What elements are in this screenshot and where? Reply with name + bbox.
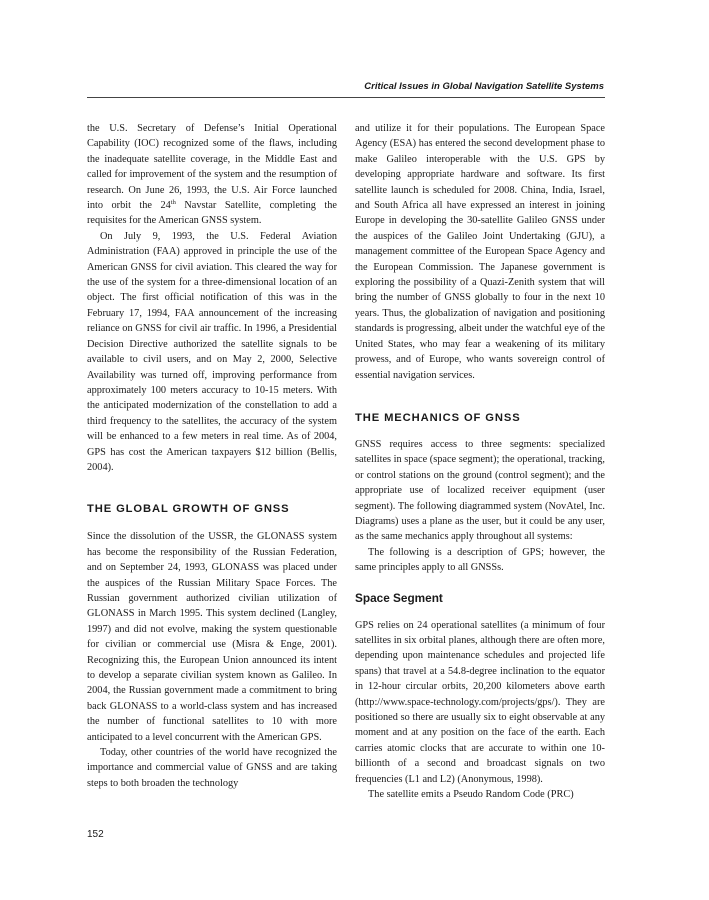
heading-space-segment: Space Segment xyxy=(355,590,443,605)
right-column xyxy=(355,121,605,802)
left-paragraph-4: Today, other countries of the world have recognized the importance and commercial value of GNSS and are taking steps to both broaden the technology xyxy=(87,747,337,789)
left-paragraph-3: Since the dissolution of the USSR, the GLONASS system has become the responsibility of the Russian Federation, and on September 24, 1993, GLONASS was placed under the auspices of the Russian Military Space Forces. The Russian government authorized civilian utilization of GLONASS in March 1995. This system declined (Langley, 1997) and did not evolve, making the system questionable for civilian or commercial use (Misra & Enge, 2001). Recognizing this, the European Union announced its intent to develop a separate civilian system known as Galileo. In 2004, the Russian government made a commitment to bring back GLONASS to a world-class system and has increased the number of functional satellites to 10 with more anticipated to a level concurrent with the American GPS. xyxy=(87,531,337,743)
right-paragraph-3: The following is a description of GPS; however, the same principles apply to all GNSSs. xyxy=(355,546,605,574)
header-divider xyxy=(87,97,605,98)
running-header: Critical Issues in Global Navigation Satellite Systems xyxy=(364,81,604,92)
right-paragraph-4: GPS relies on 24 operational satellites (a minimum of four satellites in six orbital planes, although there are often more, depending upon maintenance schedules and projected life spans) that travel at a 54.8-degree inclination to the equator in 12-hour circular orbits, 20,200 kilometers above earth (http://www.space-technology.com/projects/gps/). They are positioned so there are usually six to eight observable at any moment and at any position on the face of the earth. Each carries atomic clocks that are accurate to within one 10-billionth of a second and broadcast signals on two frequencies (L1 and L2) (Anonymous, 1998). xyxy=(355,619,605,785)
left-paragraph-1: the U.S. Secretary of Defense’s Initial Operational Capability (IOC) recognized some of the flaws, including the inadequate satellite coverage, in the Middle East and called for improvement of the system and the resumption of research. On June 26, 1993, the U.S. Air Force launched into orbit the 24th Navstar Satellite, completing the requisites for the American GNSS system. xyxy=(87,123,337,227)
right-paragraph-1: and utilize it for their populations. The European Space Agency (ESA) has entered the second development phase to make Galileo interoperable with the U.S. GPS by developing appropriate hardware and software. Its first satellite launch is scheduled for 2008. China, India, Israel, and South Africa all have expressed an interest in joining Europe in developing the 30-satellite Galileo GNSS under the auspices of the Galileo Joint Undertaking (GJU), a management committee of the European Space Agency and the European Commission. The Japanese government is exploring the possibility of a Quazi-Zenith system that will bring the number of GNSS globally to four in the next 10 years. Thus, the globalization of navigation and positioning standards is progressing, albeit under the watchful eye of the United States, who may fear a weakening of its military prowess, and of Europe, who wants sovereign control of essential navigation services. xyxy=(355,123,605,381)
left-column xyxy=(87,121,337,791)
right-paragraph-2: GNSS requires access to three segments: specialized satellites in space (space segment); the operational, tracking, or control stations on the ground (control segment); and the appropriate use of localized receiver equipment (user segment). The following diagrammed system (NovAtel, Inc. Diagrams) uses a plane as the user, but it could be any user, as the same mechanics apply throughout all systems: xyxy=(355,438,605,543)
heading-global-growth: THE GLOBAL GROWTH OF GNSS xyxy=(87,503,290,516)
right-paragraph-5: The satellite emits a Pseudo Random Code (PRC) xyxy=(368,789,574,801)
heading-mechanics: THE MECHANICS OF GNSS xyxy=(355,411,521,424)
ordinal-superscript: th xyxy=(170,199,176,207)
page-number: 152 xyxy=(87,829,104,840)
left-paragraph-2: On July 9, 1993, the U.S. Federal Aviation Administration (FAA) approved in principle the use of the American GNSS for civil aviation. This cleared the way for the use of the system for a three-dimensional location of an object. The first official notification of this was in the February 17, 1994, FAA announcement of the increasing reliance on GNSS for civil air traffic. In 1996, a Presidential Decision Directive authorized the satellite signals to be available to civil users, and on May 2, 2000, Selective Availability was turned off, improving performance from approximately 100 meters accuracy to 10-15 meters. With the anticipated modernization of the constellation to add a third frequency to the satellites, the accuracy of the system will be enhanced to a few meters in real time. As of 2004, GPS has cost the American taxpayers $12 billion (Bellis, 2004). xyxy=(87,230,337,473)
